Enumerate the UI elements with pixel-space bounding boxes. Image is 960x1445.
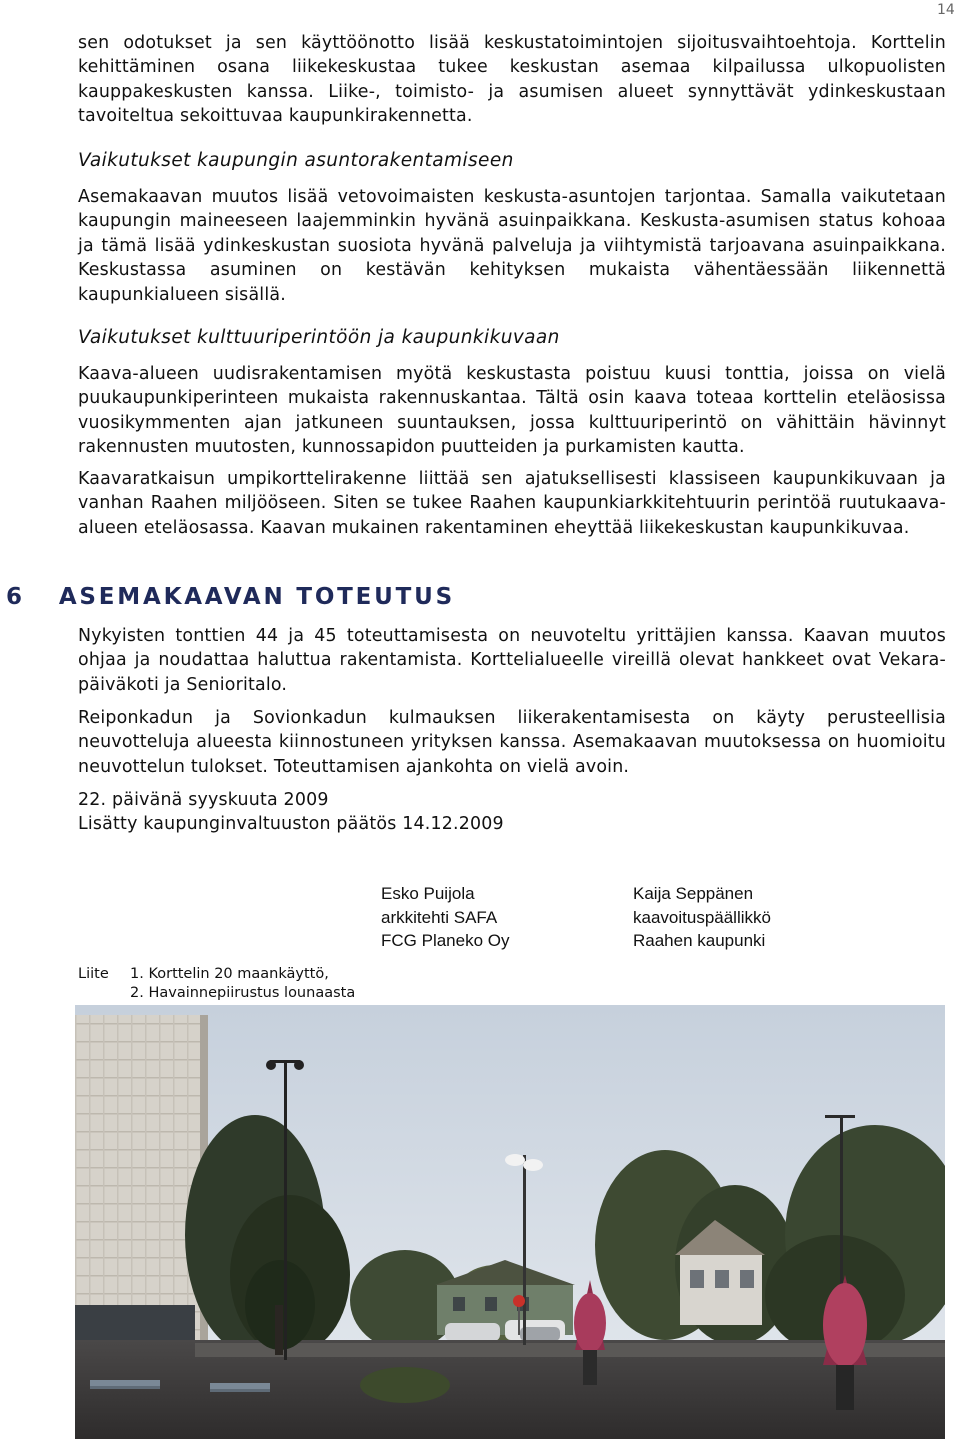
signature-planning-chief bbox=[633, 882, 771, 953]
implementation-paragraph-2: Reiponkadun ja Sovionkadun kulmauksen liikerakentamisesta on käyty perusteellisia neuvotteluja alueesta kiinnostuneen yrityksen kanssa. Asemakaavan muutoksessa on huomioitu neuvottelun tulokset. Toteuttamisen ajankohta on vielä avoin. bbox=[78, 708, 946, 777]
signature-title: kaavoituspäällikkö bbox=[633, 907, 771, 927]
heading-housing: Vaikutukset kaupungin asuntorakentamiseen bbox=[78, 150, 514, 171]
signature-org: FCG Planeko Oy bbox=[381, 931, 510, 950]
chapter-number: 6 bbox=[6, 584, 25, 610]
appendix-item: 2. Havainnepiirustus lounaasta bbox=[130, 985, 356, 1001]
housing-paragraph: Asemakaavan muutos lisää vetovoimaisten keskusta-asuntojen tarjontaa. Samalla vaikutetaan kaupungin maineeseen laajemminkin hyvänä asuinpaikkana. Keskusta-asumisen status kohoaa ja tämä lisää ydinkeskustan suosiota hyvänä palveluja ja viihtymistä tarjoavana asuinpaikkana. Keskustassa asuminen on kestävän kehityksen mukaista vähentäessään liikennettä kaupunkialueen sisällä. bbox=[78, 187, 946, 305]
date-line: 22. päivänä syyskuuta 2009 bbox=[78, 790, 329, 810]
signature-name: Kaija Seppänen bbox=[633, 884, 754, 903]
signature-name: Esko Puijola bbox=[381, 884, 475, 903]
chapter-title: ASEMAKAAVAN TOTEUTUS bbox=[58, 584, 455, 610]
street-photo bbox=[75, 1005, 945, 1439]
signature-title: arkkitehti SAFA bbox=[381, 907, 498, 927]
signature-org: Raahen kaupunki bbox=[633, 931, 766, 950]
added-line: Lisätty kaupunginvaltuuston päätös 14.12.2009 bbox=[78, 814, 504, 834]
appendix-label: Liite bbox=[78, 966, 109, 982]
intro-paragraph: sen odotukset ja sen käyttöönotto lisää keskustatoimintojen sijoitusvaihtoehtoja. Korttelin kehittäminen osana liikekeskustaa tukee keskustan asemaa kilpailussa ulkopuolisten kauppakeskusten kanssa. Liike-, toimisto- ja asumisen alueet synnyttävät ydinkeskustaan tavoiteltua sekoittuvaa kaupunkirakennetta. bbox=[78, 33, 946, 127]
chapter-heading bbox=[6, 584, 455, 610]
heritage-paragraph-2: Kaavaratkaisun umpikorttelirakenne liittää sen ajatuksellisesti klassiseen kaupunkikuvaan ja vanhan Raahen miljööseen. Siten se tukee Raahen kaupunkiarkkitehtuurin perintöä ruutukaava-alueen eteläosassa. Kaavan mukainen rakentaminen eheyttää liikekeskustan kaupunkikuvaa. bbox=[78, 469, 946, 538]
heading-heritage: Vaikutukset kulttuuriperintöön ja kaupunkikuvaan bbox=[78, 327, 560, 348]
appendix-item: 1. Korttelin 20 maankäyttö, bbox=[130, 966, 329, 982]
implementation-paragraph-1: Nykyisten tonttien 44 ja 45 toteuttamisesta on neuvoteltu yrittäjien kanssa. Kaavan muutos ohjaa ja noudattaa haluttua rakentamista. Korttelialueelle vireillä olevat hankkeet ovat Vekara-päiväkoti ja Senioritalo. bbox=[78, 626, 946, 695]
page-number: 14 bbox=[937, 2, 955, 18]
signature-architect bbox=[381, 882, 510, 953]
street-photo-illustration bbox=[75, 1005, 945, 1439]
heritage-paragraph-1: Kaava-alueen uudisrakentamisen myötä keskustasta poistuu kuusi tonttia, joissa on vielä puukaupunkiperinteen mukaista rakennuskantaa. Tältä osin kaava toteaa korttelin eteläosissa vuosikymmenten ajan jatkuneen suuntauksen, jossa kulttuuriperintö on vähittäin hävinnyt rakennusten muutosten, kunnossapidon puutteiden ja purkamisten kautta. bbox=[78, 364, 946, 458]
